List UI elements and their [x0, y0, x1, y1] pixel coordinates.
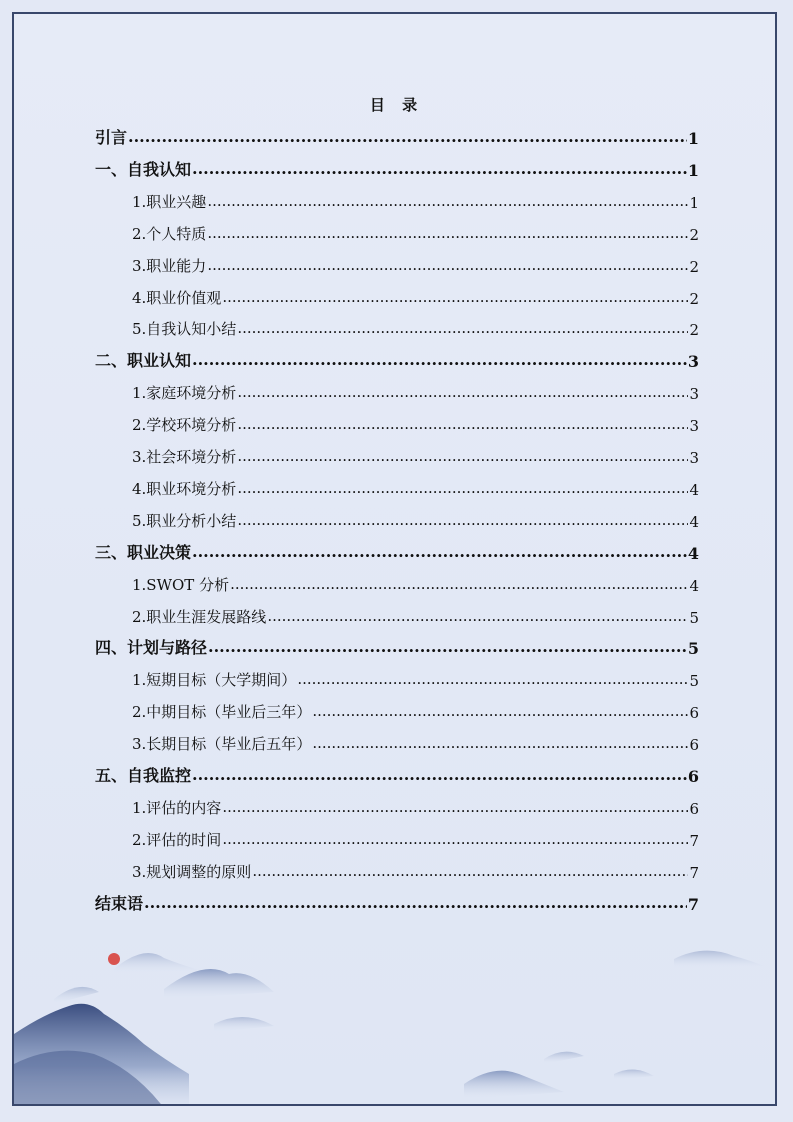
toc-entry-label: 2.中期目标（毕业后三年） — [132, 703, 312, 722]
toc-entry-label: 二、职业认知 — [95, 351, 192, 371]
toc-page-number: 3 — [689, 417, 699, 436]
toc-dot-leader — [192, 158, 687, 180]
toc-dot-leader — [237, 413, 688, 435]
toc-page-number: 6 — [689, 704, 699, 723]
toc-subsection-entry[interactable] — [132, 826, 699, 850]
toc-entry-label: 4.职业价值观 — [132, 288, 222, 307]
toc-dot-leader — [230, 573, 688, 595]
toc-page-number: 2 — [689, 289, 699, 308]
toc-dot-leader — [237, 509, 688, 531]
toc-subsection-entry[interactable] — [132, 666, 699, 690]
toc-entry-label: 3.职业能力 — [132, 256, 207, 275]
toc-page-number: 6 — [687, 767, 699, 786]
toc-page-number: 6 — [689, 799, 699, 818]
toc-page-number: 1 — [689, 193, 699, 212]
toc-dot-leader — [237, 381, 688, 403]
toc-dot-leader — [192, 349, 687, 371]
toc-section-entry[interactable] — [95, 762, 699, 786]
toc-dot-leader — [312, 732, 688, 754]
toc-dot-leader — [207, 254, 688, 276]
toc-page-number: 5 — [687, 639, 699, 659]
toc-section-entry[interactable] — [95, 539, 699, 563]
toc-subsection-entry[interactable] — [132, 284, 699, 308]
sun-icon — [108, 953, 120, 965]
toc-subsection-entry[interactable] — [132, 379, 699, 403]
toc-entry-label: 2.个人特质 — [132, 224, 207, 243]
toc-dot-leader — [128, 126, 687, 148]
toc-entry-label: 四、计划与路径 — [95, 638, 208, 658]
toc-page-number: 2 — [689, 321, 699, 340]
toc-subsection-entry[interactable] — [132, 315, 699, 339]
toc-dot-leader — [207, 222, 688, 244]
toc-section-entry[interactable] — [95, 634, 699, 658]
toc-entry-label: 1.职业兴趣 — [132, 192, 207, 211]
toc-page-number: 3 — [689, 385, 699, 404]
toc-entry-label: 5.自我认知小结 — [132, 320, 237, 339]
toc-dot-leader — [312, 700, 688, 722]
toc-page-number: 4 — [689, 512, 699, 531]
toc-dot-leader — [267, 605, 688, 627]
toc-entry-label: 结束语 — [95, 893, 144, 913]
toc-dot-leader — [208, 636, 687, 658]
toc-dot-leader — [222, 286, 688, 308]
toc-entry-label: 一、自我认知 — [95, 159, 192, 179]
toc-subsection-entry[interactable] — [132, 443, 699, 467]
toc-page-number: 7 — [689, 863, 699, 882]
toc-entry-label: 5.职业分析小结 — [132, 511, 237, 530]
toc-entry-label: 2.职业生涯发展路线 — [132, 607, 267, 626]
toc-page-number: 7 — [687, 894, 699, 914]
toc-page-number: 5 — [689, 672, 699, 691]
toc-dot-leader — [192, 764, 687, 786]
toc-title: 目 录 — [369, 96, 424, 114]
toc-subsection-entry[interactable] — [132, 571, 699, 595]
toc-dot-leader — [252, 860, 688, 882]
toc-section-entry[interactable] — [95, 347, 699, 371]
toc-entry-label: 1.SWOT 分析 — [132, 575, 230, 594]
toc-page-number: 4 — [689, 480, 699, 499]
toc-page-number: 2 — [689, 225, 699, 244]
toc-subsection-entry[interactable] — [132, 475, 699, 499]
toc-entry-label: 1.短期目标（大学期间） — [132, 671, 297, 690]
toc-dot-leader — [222, 828, 688, 850]
toc-subsection-entry[interactable] — [132, 794, 699, 818]
toc-entry-label: 3.长期目标（毕业后五年） — [132, 735, 312, 754]
toc-subsection-entry[interactable] — [132, 220, 699, 244]
toc-subsection-entry[interactable] — [132, 188, 699, 212]
toc-dot-leader — [192, 541, 687, 563]
toc-entry-label: 1.评估的内容 — [132, 798, 222, 817]
toc-page-number: 4 — [687, 543, 699, 563]
toc-subsection-entry[interactable] — [132, 507, 699, 531]
toc-dot-leader — [207, 190, 688, 212]
toc-page-number: 3 — [689, 449, 699, 467]
toc-section-entry[interactable] — [95, 156, 699, 180]
toc-entry-label: 2.评估的时间 — [132, 830, 222, 849]
toc-entry-label: 3.社会环境分析 — [132, 448, 237, 466]
toc-section-entry[interactable] — [95, 890, 699, 914]
toc-entry-label: 3.规划调整的原则 — [132, 862, 252, 881]
toc-dot-leader — [237, 445, 688, 467]
toc-page-number: 3 — [687, 352, 699, 372]
toc-page-number: 4 — [689, 576, 699, 595]
toc-subsection-entry[interactable] — [132, 252, 699, 276]
toc-subsection-entry[interactable] — [132, 411, 699, 435]
toc-subsection-entry[interactable] — [132, 858, 699, 882]
toc-section-entry[interactable] — [95, 124, 699, 148]
toc-dot-leader — [237, 477, 688, 499]
toc-page-number: 1 — [687, 160, 699, 180]
toc-dot-leader — [237, 317, 688, 339]
toc-entry-label: 1.家庭环境分析 — [132, 384, 237, 403]
toc-entry-label: 4.职业环境分析 — [132, 479, 237, 498]
toc-subsection-entry[interactable] — [132, 730, 699, 754]
toc-page-number: 6 — [689, 736, 699, 755]
toc-dot-leader — [144, 892, 687, 914]
toc-entry-label: 引言 — [95, 128, 128, 147]
toc-subsection-entry[interactable] — [132, 698, 699, 722]
toc-subsection-entry[interactable] — [132, 603, 699, 627]
toc-page-number: 5 — [689, 608, 699, 627]
toc-page-number: 2 — [689, 257, 699, 276]
toc-entry-label: 五、自我监控 — [95, 766, 192, 785]
toc-entry-label: 2.学校环境分析 — [132, 416, 237, 435]
toc-page-number: 1 — [687, 129, 699, 148]
toc-entry-label: 三、职业决策 — [95, 542, 192, 562]
toc-page-number: 7 — [689, 831, 699, 850]
toc-dot-leader — [222, 796, 688, 818]
toc-dot-leader — [297, 668, 688, 690]
